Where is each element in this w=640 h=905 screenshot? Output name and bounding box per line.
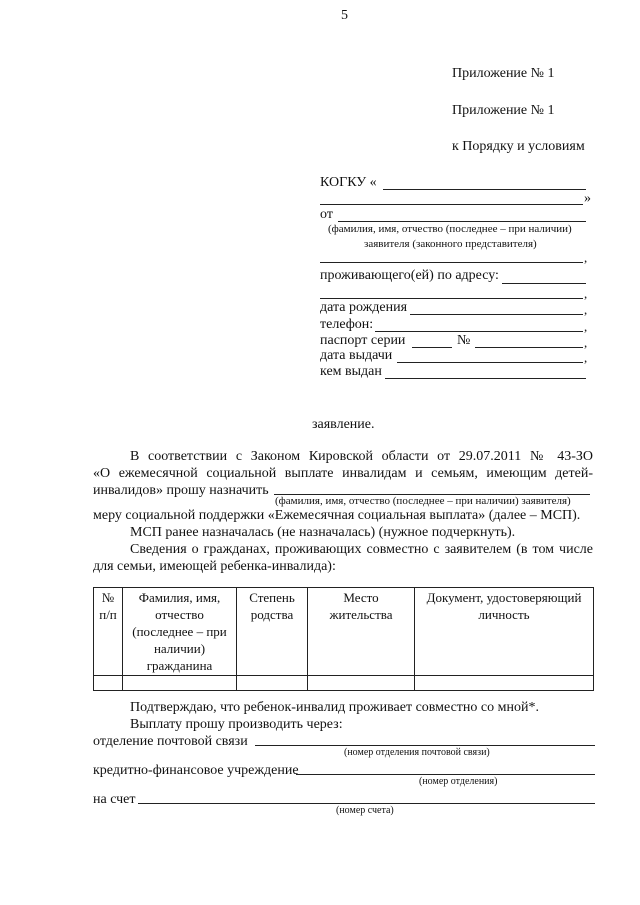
from-label: от bbox=[320, 207, 333, 222]
col-header-number: № п/п bbox=[94, 588, 123, 676]
kogku-field-line-1[interactable] bbox=[383, 189, 586, 190]
credit-institution-field[interactable] bbox=[296, 774, 595, 775]
kogku-label: КОГКУ « bbox=[320, 175, 377, 190]
table-cell[interactable] bbox=[123, 676, 237, 691]
paragraph-1-line-2: «О ежемесячной социальной выплате инвалидам и семьям, имеющим детей- bbox=[93, 466, 593, 481]
table-cell[interactable] bbox=[94, 676, 123, 691]
comma: , bbox=[584, 250, 588, 265]
to-order-label: к Порядку и условиям bbox=[452, 139, 585, 154]
passport-series-field[interactable] bbox=[412, 347, 452, 348]
confirm-text: Подтверждаю, что ребенок-инвалид проживает совместно со мной*. bbox=[130, 700, 539, 715]
address-field-line-1[interactable] bbox=[502, 283, 586, 284]
fio-hint-2: заявителя (законного представителя) bbox=[364, 238, 537, 250]
account-label: на счет bbox=[93, 792, 136, 807]
fio-hint-1: (фамилия, имя, отчество (последнее – при наличии) bbox=[328, 223, 572, 235]
post-office-hint: (номер отделения почтовой связи) bbox=[344, 747, 490, 758]
passport-series-label: паспорт серии bbox=[320, 333, 406, 348]
residing-label: проживающего(ей) по адресу: bbox=[320, 268, 499, 283]
issue-date-field[interactable] bbox=[397, 362, 583, 363]
issued-by-field[interactable] bbox=[385, 378, 586, 379]
table-row bbox=[94, 676, 594, 691]
paragraph-3-line-1: Сведения о гражданах, проживающих совместно с заявителем (в том числе bbox=[130, 542, 593, 557]
close-quote: » bbox=[584, 191, 591, 206]
phone-label: телефон: bbox=[320, 317, 374, 332]
passport-number-label: № bbox=[457, 333, 471, 348]
birth-date-label: дата рождения bbox=[320, 300, 408, 315]
account-hint: (номер счета) bbox=[336, 805, 394, 816]
credit-institution-label: кредитно-финансовое учреждение bbox=[93, 763, 299, 778]
address-field-line-2[interactable] bbox=[320, 298, 583, 299]
appendix-label-2: Приложение № 1 bbox=[452, 103, 555, 118]
table-header-row bbox=[94, 588, 594, 676]
table-cell[interactable] bbox=[308, 676, 415, 691]
col-header-residence: Место жительства bbox=[308, 588, 415, 676]
members-table bbox=[93, 587, 594, 691]
appendix-label-1: Приложение № 1 bbox=[452, 66, 555, 81]
paragraph-1-line-3: инвалидов» прошу назначить bbox=[93, 483, 269, 498]
post-office-label: отделение почтовой связи bbox=[93, 734, 248, 749]
col-header-relationship: Степень родства bbox=[237, 588, 308, 676]
comma: , bbox=[584, 335, 588, 350]
paragraph-1-line-1: В соответствии с Законом Кировской области от 29.07.2011 № 43-ЗО bbox=[130, 449, 593, 464]
comma: , bbox=[584, 319, 588, 334]
passport-number-field[interactable] bbox=[475, 347, 583, 348]
comma: , bbox=[584, 350, 588, 365]
from-field-line-2[interactable] bbox=[320, 262, 583, 263]
applicant-hint: (фамилия, имя, отчество (последнее – при наличии) заявителя) bbox=[275, 495, 571, 507]
comma: , bbox=[584, 286, 588, 301]
issue-date-label: дата выдачи bbox=[320, 348, 393, 363]
birth-date-field[interactable] bbox=[410, 314, 583, 315]
account-field[interactable] bbox=[138, 803, 595, 804]
from-field-line[interactable] bbox=[338, 221, 586, 222]
comma: , bbox=[584, 302, 588, 317]
branch-hint: (номер отделения) bbox=[419, 776, 498, 787]
paragraph-3-line-2: для семьи, имеющей ребенка-инвалида): bbox=[93, 559, 336, 574]
table-cell[interactable] bbox=[237, 676, 308, 691]
col-header-name: Фамилия, имя, отчество (последнее – при наличии) гражданина bbox=[123, 588, 237, 676]
kogku-field-line-2[interactable] bbox=[320, 204, 583, 205]
table-cell[interactable] bbox=[415, 676, 594, 691]
application-title: заявление. bbox=[312, 417, 375, 432]
paragraph-1-line-4: меру социальной поддержки «Ежемесячная социальная выплата» (далее – МСП). bbox=[93, 508, 581, 523]
post-office-field[interactable] bbox=[255, 745, 595, 746]
phone-field[interactable] bbox=[375, 331, 583, 332]
issued-by-label: кем выдан bbox=[320, 364, 382, 379]
page-number: 5 bbox=[341, 8, 348, 23]
paragraph-2: МСП ранее назначалась (не назначалась) (нужное подчеркнуть). bbox=[130, 525, 516, 540]
col-header-document: Документ, удостоверяющий личность bbox=[415, 588, 594, 676]
payment-text: Выплату прошу производить через: bbox=[130, 717, 343, 732]
